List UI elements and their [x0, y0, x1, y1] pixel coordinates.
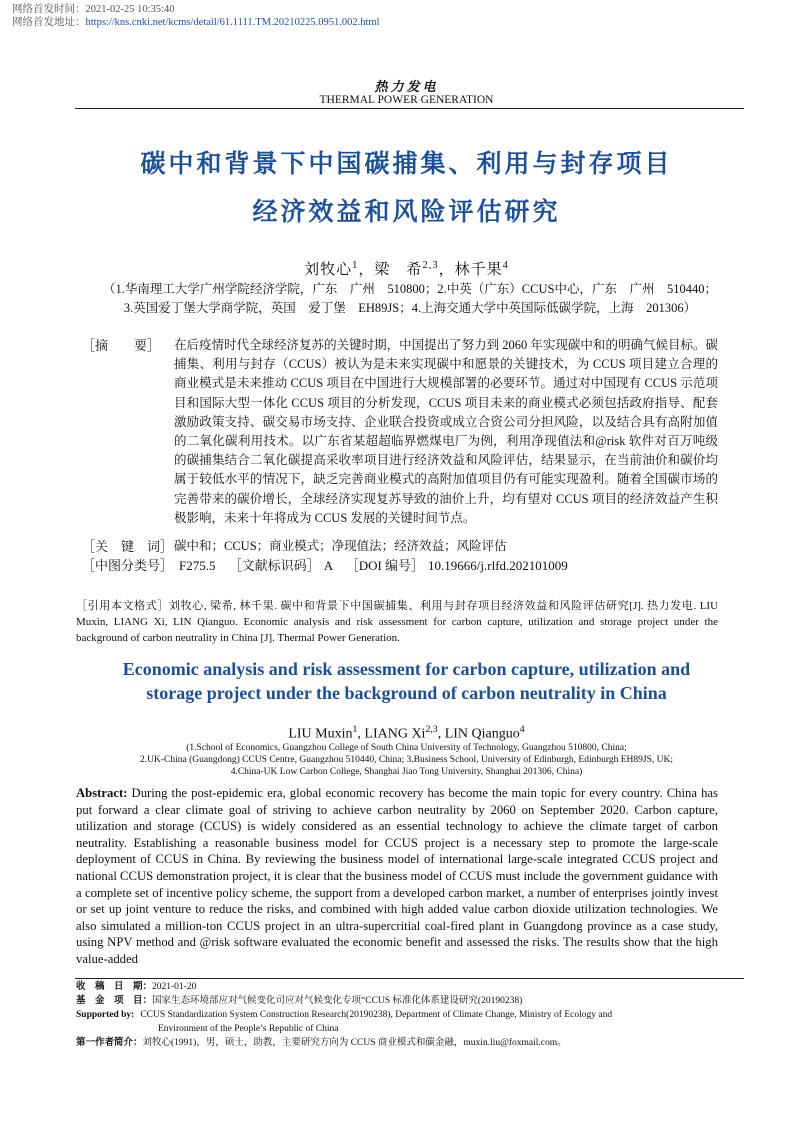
pub-url-line	[12, 16, 380, 29]
author-cn-3-sup: 4	[502, 260, 509, 271]
author-en-3-sup: 4	[519, 724, 525, 735]
journal-name-en: THERMAL POWER GENERATION	[319, 94, 494, 106]
doi-label: ［DOI 编号］	[345, 558, 425, 573]
header-rule	[75, 108, 744, 109]
author-bio-value: 刘牧心(1991)，男，硕士，助教，主要研究方向为 CCUS 商业模式和碳金融，muxin.liu@foxmail.com。	[142, 1038, 567, 1048]
title-en-line2: storage project under the background of carbon neutrality in China	[146, 683, 667, 703]
footnote-supported-line2: Environment of the People’s Republic of China	[158, 1024, 339, 1034]
fund-label: 基 金 项 目：	[76, 996, 153, 1006]
title-cn-line2: 经济效益和风险评估研究	[252, 199, 561, 226]
fund-value: 国家生态环境部应对气候变化司应对气候变化专项“CCUS 标准化体系建设研究(20190238)	[152, 996, 523, 1006]
doc-code-label: ［文献标识码］	[228, 558, 320, 573]
citation-label: ［引用本文格式］	[76, 600, 170, 612]
title-cn-line1: 碳中和背景下中国碳捕集、利用与封存项目	[140, 151, 673, 178]
author-en-1: LIU Muxin	[288, 726, 353, 742]
affiliation-cn-line2: 3.英国爱丁堡大学商学院，英国 爱丁堡 EH89JS；4.上海交通大学中英国际低碳学院，上海 201306）	[123, 301, 697, 315]
author-sep: ，	[358, 262, 375, 278]
footnote-rule	[75, 978, 744, 979]
author-cn-1: 刘牧心	[304, 262, 353, 278]
citation	[76, 598, 718, 646]
footnote-fund	[76, 994, 522, 1008]
pub-time: 网络首发时间：2021-02-25 10:35:40	[12, 4, 175, 15]
supported-line1: CCUS Standardization System Construction Research(20190238), Department of Climate Change, Ministry of Ecology and	[140, 1010, 613, 1020]
doi-value: 10.19666/j.rlfd.202101009	[428, 558, 568, 573]
author-cn-3: 林千果	[454, 262, 503, 278]
author-en-1-sup: 1	[352, 724, 358, 735]
pub-url-link[interactable]: https://kns.cnki.net/kcms/detail/61.1111.TM.20210225.0951.002.html	[85, 17, 380, 28]
author-cn-2: 梁 希	[374, 262, 423, 278]
affiliation-cn-line1: （1.华南理工大学广州学院经济学院，广东 广州 510800；2.中英（广东）CCUS中心，广东 广州 510440；	[103, 282, 717, 296]
author-cn-1-sup: 1	[352, 260, 359, 271]
author-en-3: LIN Qianguo	[444, 726, 520, 742]
abstract-en	[76, 785, 718, 968]
title-en-line1: Economic analysis and risk assessment for carbon capture, utilization and	[122, 659, 691, 679]
citation-en: LIU Muxin, LIANG Xi, LIN Qianguo. Economic analysis and risk assessment for carbon capture, utilization and storage project under the background of carbon neutrality in China [J]. Thermal Power Generation.	[76, 600, 719, 644]
footnote-supported	[76, 1008, 612, 1022]
affiliation-en-line2: 2.UK-China (Guangdong) CCUS Centre, Guangzhou 510440, China; 3.Business School, University of Edinburgh, Edinburgh EH89JS, UK;	[140, 755, 673, 765]
abstract-cn-label: ［摘 要］	[82, 338, 161, 353]
keywords-cn-text: 碳中和；CCUS；商业模式；净现值法；经济效益；风险评估	[174, 539, 507, 553]
author-sep: ，	[438, 262, 455, 278]
abstract-en-text: During the post-epidemic era, global economic recovery has become the main topic for every country. China has put forward a clear climate goal of striving to achieve carbon neutrality by 2060 on September 2020. Carbon capture, utilization and storage (CCUS) is widely considered as an essential technology to achieve the climate target of carbon neutrality. Establishing a reasonable business model for CCUS project is a necessary step to promote the large-scale deployment of CCUS in China. By reviewing the business model of international large-scale integrated CCUS project and national CCUS demonstration project, it is clear that the business model of CCUS must include the government guidance with a complete set of incentive policy scheme, the support from a developed carbon market, a number of enterprises jointly invest or set up joint venture to reduce the risks, and combined with high added value carbon dioxide utilization technologies. We also simulated a million-ton CCUS project in an ultra-supercritial coal-fired plant in Guangdong province as a case study, using NPV method and @risk software evaluated the economic benefit and assessed the risks. The results show that the high value-added	[76, 786, 718, 966]
affiliation-en-line1: (1.School of Economics, Guangzhou College of South China University of Technology, Guangzhou 510800, China;	[186, 743, 627, 753]
affiliation-en-line3: 4.China-UK Low Carbon College, Shanghai Jiao Tong University, Shanghai 201306, China)	[230, 767, 583, 777]
clc-label: ［中图分类号］	[82, 558, 174, 573]
authors-cn	[0, 258, 793, 279]
author-cn-2-sup: 2,3	[422, 260, 439, 271]
supported-label: Supported by:	[76, 1010, 135, 1020]
received-value: 2021-01-20	[152, 982, 197, 992]
clc-value: F275.5	[179, 558, 216, 573]
abstract-cn-text: 在后疫情时代全球经济复苏的关键时期，中国提出了努力到 2060 年实现碳中和的明确气候目标。碳捕集、利用与封存（CCUS）被认为是未来实现碳中和愿景的关键技术，为 CCUS 项目建立合理的商业模式是未来推动 CCUS 项目在中国进行大规模部署的必要环节。通过对中国现有 CCUS 示范项目和国际大型一体化 CCUS 项目的分析发现，CCUS 项目未来的商业模式必须包括政府指导、配套激励政策支持、碳交易市场支持、企业联合投资或成立合资公司分担风险，以及结合具有高附加值的二氧化碳利用技术。以广东省某超超临界燃煤电厂为例，利用净现值法和@risk 软件对百万吨级的碳捕集结合二氧化碳提高采收率项目进行经济效益和风险评估，结果显示，在当前油价和碳价均属于较低水平的情况下，缺乏完善商业模式的高附加值项目仍有可能实现盈利。随着全国碳市场的完善带来的碳价增长，全球经济实现复苏导致的油价上升，均有望对 CCUS 项目的经济效益产生积极影响，未来十年将成为 CCUS 发展的关键时间节点。	[174, 338, 718, 525]
pub-url-label: 网络首发地址：	[12, 17, 86, 28]
keywords-cn-label: ［关 键 词］	[82, 539, 174, 554]
received-label: 收 稿 日 期：	[76, 982, 153, 992]
author-en-2-sup: 2,3	[425, 724, 438, 735]
journal-name-cn: 热力发电	[374, 79, 439, 94]
citation-cn: 刘牧心, 梁希, 林千果. 碳中和背景下中国碳捕集、利用与封存项目经济效益和风险评估研究[J]. 热力发电.	[169, 600, 697, 612]
classification-line	[82, 556, 568, 575]
abstract-en-label: Abstract:	[76, 786, 128, 800]
footnote-received	[76, 980, 196, 994]
doc-code-value: A	[323, 558, 333, 573]
footnote-author	[76, 1036, 567, 1050]
authors-en: LIU Muxin$^1$, LIANG Xi$^{2,3}$, LIN Qianguo$^4$	[288, 724, 525, 742]
author-bio-label: 第一作者简介：	[76, 1038, 143, 1048]
author-en-2: LIANG Xi	[364, 726, 426, 742]
